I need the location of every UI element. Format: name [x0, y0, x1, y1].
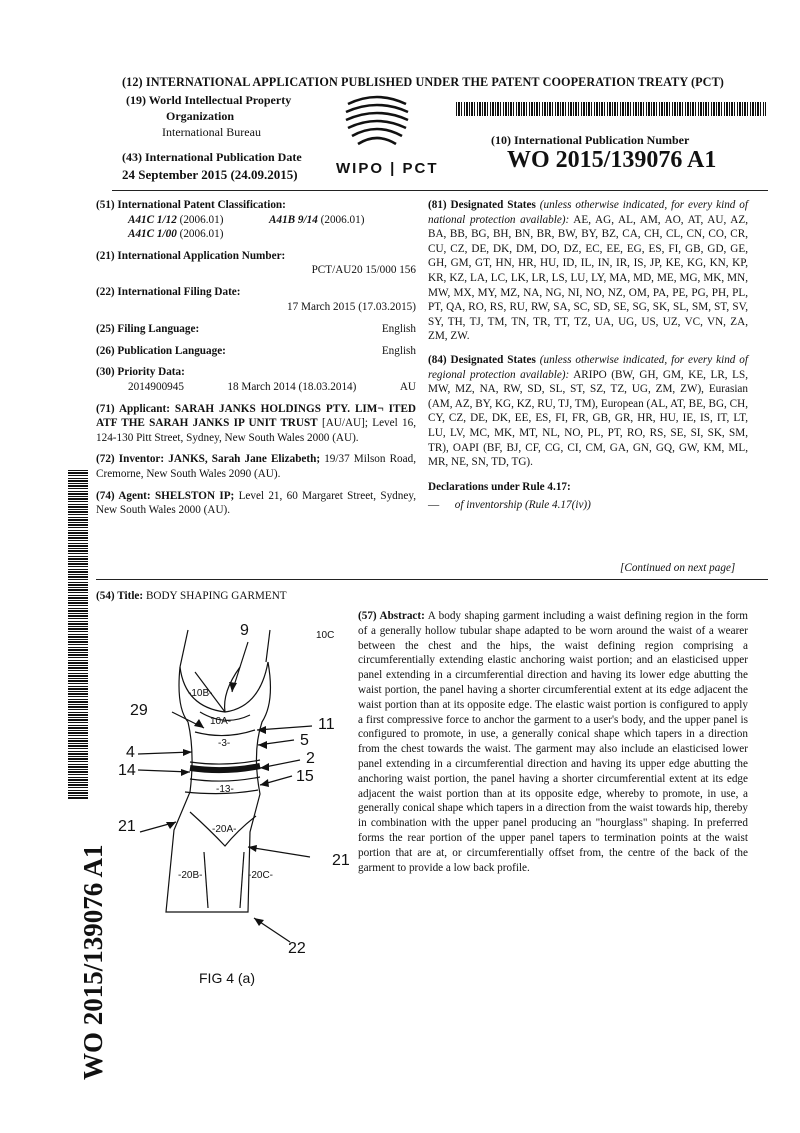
fig-label-21-left: 21 — [118, 818, 136, 835]
fig-label-20a: -20A- — [212, 824, 237, 835]
fig-label-20c: -20C- — [248, 870, 274, 881]
fig-label-9: 9 — [240, 622, 249, 639]
fig-label-20b: -20B- — [178, 870, 203, 881]
field-21-label: (21) International Application Number: — [96, 249, 286, 262]
side-barcode — [68, 470, 88, 800]
field-84-note: (unless otherwise indicated, for every kind of regional protection available): — [428, 353, 749, 381]
title-line — [96, 589, 287, 604]
field-84 — [428, 353, 748, 470]
org-line-2: Organization — [166, 109, 234, 123]
field-71-label: (71) Applicant: — [96, 402, 170, 415]
title-value: BODY SHAPING GARMENT — [145, 590, 287, 602]
field-72 — [96, 452, 416, 481]
field-81-note: (unless otherwise indicated, for every kind of national protection available): — [428, 199, 749, 226]
field-25-value: English — [381, 323, 416, 336]
abstract — [358, 609, 748, 875]
agent-name: SHELSTON IP; — [154, 489, 235, 502]
field-84-label: (84) Designated States — [428, 353, 536, 366]
field-30 — [96, 365, 416, 394]
applicant-address: [AU/AU]; Level 16, 124-130 Pitt Street, Sydney, New South Wales 2000 (AU). — [96, 417, 417, 444]
priority-date: 18 March 2014 (18.03.2014) — [227, 380, 357, 393]
side-publication-number: WO 2015/139076 A1 — [78, 844, 108, 1080]
field-51-label: (51) International Patent Classification: — [96, 199, 286, 211]
treaty-header: (12) INTERNATIONAL APPLICATION PUBLISHED UNDER THE PATENT COOPERATION TREATY (PCT) — [122, 75, 724, 89]
abstract-label: (57) Abstract: — [358, 610, 425, 622]
ipc-year-3: (2006.01) — [179, 228, 224, 241]
field-30-label: (30) Priority Data: — [96, 366, 185, 379]
field-81-label: (81) Designated States — [428, 199, 536, 211]
priority-number: 2014900945 — [128, 380, 184, 393]
fig-label-10a: 10A- — [210, 716, 232, 727]
fig-label-11: 11 — [318, 716, 335, 733]
wipo-logo-text: WIPO | PCT — [336, 160, 439, 177]
field-25-label: (25) Filing Language: — [96, 323, 200, 336]
field-74 — [96, 489, 416, 518]
org-line-3: International Bureau — [162, 125, 261, 139]
ipc-class-3: A41C 1/00 — [128, 228, 177, 241]
ipc-year-2: (2006.01) — [320, 213, 365, 226]
pub-date-value: 24 September 2015 (24.09.2015) — [122, 167, 298, 182]
right-column — [428, 198, 748, 513]
field-22-label: (22) International Filing Date: — [96, 285, 241, 298]
ipc-class-2: A41B 9/14 — [269, 213, 318, 226]
org-line-1: (19) World Intellectual Property — [126, 93, 292, 107]
priority-country: AU — [399, 380, 416, 393]
national-states: AE, AG, AL, AM, AO, AT, AU, AZ, BA, BB, BG, BH, BN, BR, BW, BY, BZ, CA, CH, CL, CN, CO, CR, CU, CZ, DE, DK, DM, DO, DZ, EC, EE, EG, ES, FI, GB, GD, GE, GH, GM, GT, HN, HR, HU, ID, IL, IN, IR, IS, JP, KE, KG, KN, KP, KR, KZ, LA, LC, LK, LR, LS, LU, LY, MA, MD, ME, MG, MK, MN, MW, MX, MY, MZ, NA, NG, NI, NO, NZ, OM, PA, PE, PG, PH, PL, PT, QA, RO, RS, RU, RW, SA, SC, SD, SE, SG, SK, SL, SM, ST, SV, SY, TH, TJ, TM, TN, TR, TT, TZ, UA, UG, US, UZ, VC, VN, ZA, ZM, ZW. — [428, 213, 748, 343]
applicant-name: SARAH JANKS HOLDINGS PTY. LIM¬ ITED ATF THE SARAH JANKS IP UNIT TRUST — [96, 402, 416, 430]
fig-label-5: 5 — [300, 732, 309, 749]
fig-label-2: 2 — [306, 750, 315, 767]
continued-note: [Continued on next page] — [620, 562, 736, 574]
field-71 — [96, 402, 416, 446]
declaration-dash: — — [428, 499, 440, 512]
fig-label-4: 4 — [126, 744, 135, 761]
field-72-label: (72) Inventor: — [96, 453, 165, 466]
field-22 — [96, 285, 416, 314]
field-25 — [96, 322, 416, 337]
left-column — [96, 198, 416, 518]
fig-label-10c: 10C — [316, 630, 335, 641]
fig-label-10b: -10B- — [188, 688, 213, 699]
field-74-label: (74) Agent: — [96, 489, 151, 502]
ipc-year-1: (2006.01) — [179, 213, 224, 226]
fig-label-3: -3- — [218, 738, 231, 749]
figure-caption: FIG 4 (a) — [199, 970, 256, 986]
abstract-text: A body shaping garment including a waist defining region in the form of a generally hollow tubular shape adapted to be worn around the waist of a wearer between the chest and the hips, the waist defining region comprising a circumferentially extending elastic anchoring waist portion; and an elasticised upper panel extending in a circumferential direction and having its lower edge abutting the waist portion, the panel having a shorter circumferential extent at its edge adjacent the waist portion than at its opposite edge. The elastic waist portion is configured to apply a first compressive force to anchor the garment to a user's body, and the upper panel is configured to promote, in use, a generally conical shape which tapers in a direction from the chest towards the waist. The garment may also include an elasticised lower panel extending in a circumferential direction and having its upper edge abutting the anchoring waist portion, the panel having a shorter circumferential extent at its edge adjacent the waist portion than at its opposite edge, whereby to promote, in use, a generally conical shape which tapers in a direction from the waist towards hip, thereby in combination with the upper panel producing an "hourglass" shaping. In preferred forms the rear portion of the upper panel tapers to termination points at the waist portion that are at, or circumferentially offset from, the centre of the back of the garment to provide a low back profile. — [358, 610, 748, 874]
figure-drawing — [100, 612, 352, 968]
header-divider — [112, 190, 768, 191]
fig-label-22: 22 — [288, 940, 306, 957]
pub-number-value: WO 2015/139076 A1 — [507, 147, 717, 173]
middle-divider — [96, 579, 768, 580]
fig-label-29: 29 — [130, 702, 148, 719]
field-51 — [96, 198, 416, 242]
fig-label-15: 15 — [296, 768, 314, 785]
wipo-emblem-icon — [342, 92, 412, 150]
inventor-name: JANKS, Sarah Jane Elizabeth; — [168, 453, 321, 466]
field-26-label: (26) Publication Language: — [96, 344, 226, 357]
field-81 — [428, 198, 748, 344]
fig-label-14: 14 — [118, 762, 136, 779]
ipc-class-1: A41C 1/12 — [128, 213, 177, 226]
declaration-item — [428, 498, 748, 513]
field-21-value: PCT/AU20 15/000 156 — [311, 264, 416, 277]
pub-date-label: (43) International Publication Date — [122, 150, 302, 164]
declarations-label: Declarations under Rule 4.17: — [428, 480, 571, 493]
field-26 — [96, 344, 416, 359]
declaration-text: of inventorship (Rule 4.17(iv)) — [454, 499, 591, 512]
field-22-value: 17 March 2015 (17.03.2015) — [287, 300, 416, 313]
agent-address: Level 21, 60 Margaret Street, Sydney, New South Wales 2000 (AU). — [96, 489, 416, 517]
fig-label-13: -13- — [216, 784, 234, 795]
title-label: (54) Title: — [96, 590, 144, 602]
field-21 — [96, 249, 416, 278]
barcode — [456, 102, 766, 116]
fig-label-21-right: 21 — [332, 852, 350, 869]
field-26-value: English — [381, 344, 416, 357]
inventor-address: 19/37 Milson Road, Cremorne, New South Wales 2090 (AU). — [96, 453, 416, 480]
pub-number-label: (10) International Publication Number — [491, 133, 690, 147]
regional-states: ARIPO (BW, GH, GM, KE, LR, LS, MW, MZ, NA, RW, SD, SL, ST, SZ, TZ, UG, ZM, ZW), Eurasian (AM, AZ, BY, KG, KZ, RU, TJ, TM), European (AL, AT, BE, BG, CH, CY, CZ, DE, DK, EE, ES, FI, FR, GB, GR, HR, HU, IE, IS, IT, LT, LU, LV, MC, MK, MT, NL, NO, PL, PT, RO, RS, SE, SI, SK, SM, TR), OAPI (BF, BJ, CF, CG, CI, CM, GA, GN, GQ, GW, KM, ML, MR, NE, SN, TD, TG). — [428, 368, 748, 469]
